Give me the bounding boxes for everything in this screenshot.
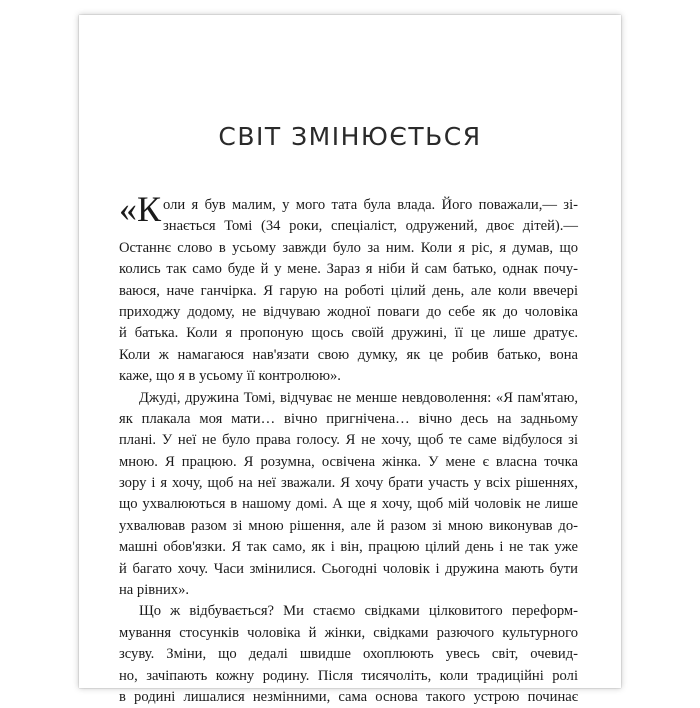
text-line: ваюся, наче ганчірка. Я гарую на роботі цілий день, але коли ввечері (119, 282, 578, 299)
text-line: колись так само буде й у мене. Зараз я ніби й сам батько, однак почу- (119, 261, 578, 278)
text-line: й батька. Коли я пропоную щось своїй дружині, її це лише дратує. (119, 325, 578, 342)
text-line: каже, що я в усьому її контролюю». (119, 368, 341, 385)
text-line: зору і я хочу, щоб на неї зважали. Я хочу брати участь у всіх рішеннях, (119, 475, 578, 492)
text-line: в родині лишалися незмінними, сама основа такого устрою починає (119, 688, 578, 705)
drop-cap: «К (119, 189, 162, 229)
chapter-title: СВІТ ЗМІНЮЄТЬСЯ (218, 121, 482, 151)
text-line: плані. У неї не було права голосу. Я не хочу, щоб те саме відбулося зі (119, 432, 578, 449)
text-line: й багато хочу. Часи змінилися. Сьогодні чоловік і дружина мають бути (119, 560, 578, 577)
text-line: но, зачіпають кожну родину. Після тисячоліть, коли традиційні ролі (119, 667, 578, 684)
text-line: Що ж відбувається? Ми стаємо свідками цілковитого переформ- (139, 603, 578, 620)
text-line: зсуву. Зміни, що дедалі швидше охоплюють увесь світ, очевид- (119, 646, 578, 663)
text-line: Коли ж намагаюся нав'язати свою думку, як це робив батько, вона (119, 346, 578, 363)
text-line: приходжу додому, не відчуваю жодної поваги до себе як до чоловіка (119, 303, 578, 320)
text-line: машні обов'язки. Я так само, як і він, працюю цілий день і не так уже (119, 539, 578, 556)
text-line: мування стосунків чоловіка й жінки, свідками разючого культурного (119, 624, 578, 641)
text-line: Останнє слово в усьому завжди було за ним. Коли я ріс, я думав, що (119, 239, 578, 256)
body-text (119, 189, 578, 708)
text-line: що ухвалюються в нашому домі. А ще я хочу, щоб мій чоловік не лише (119, 496, 578, 513)
text-line: як плакала моя мати… вічно пригнічена… вічно десь на задньому (119, 410, 578, 427)
text-line: ухвалював разом зі мною рішення, але й разом зі мною виконував до- (119, 517, 578, 534)
text-line: «К оли я був малим, у мого тата була влада. Його поважали,— зі- (119, 189, 578, 229)
book-page (79, 15, 621, 705)
text-line: мною. Я працюю. Я розумна, освічена жінка. У мене є власна точка (119, 453, 578, 470)
text-line: на рівних». (119, 582, 190, 599)
text-line: Джуді, дружина Томі, відчуває не менше невдоволення: «Я пам'ятаю, (139, 389, 578, 406)
text-line: знається Томі (34 роки, спеціаліст, одружений, двоє дітей).— (163, 218, 578, 235)
